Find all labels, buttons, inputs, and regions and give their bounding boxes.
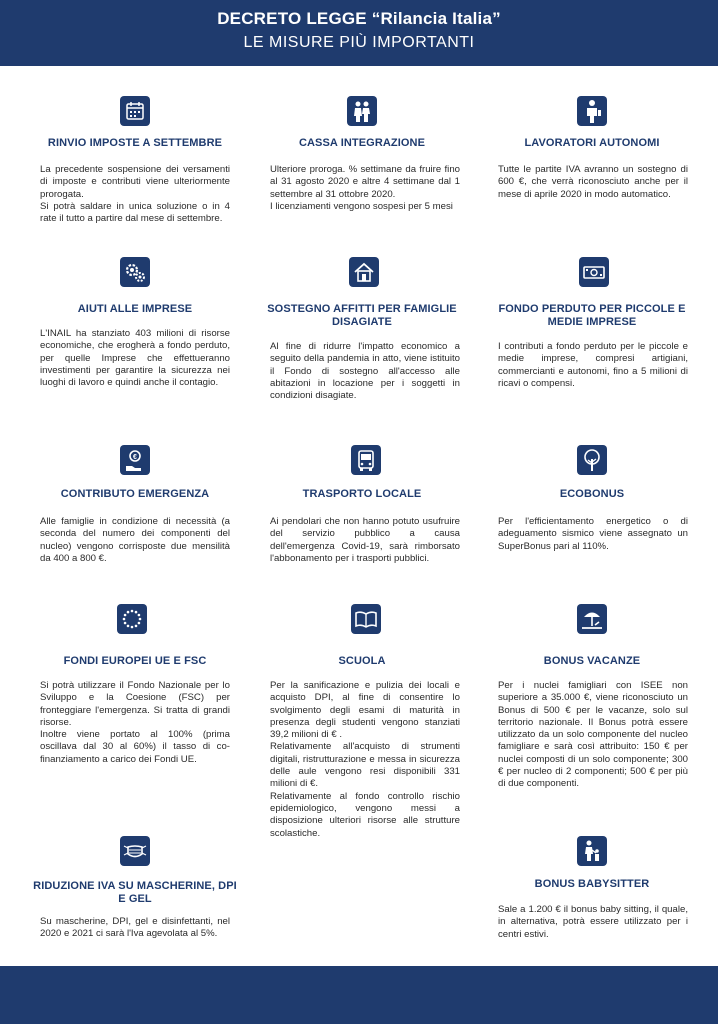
page-title: DECRETO LEGGE “Rilancia Italia”: [217, 9, 501, 28]
tree-icon: [577, 445, 607, 475]
card-text-bonus-vacanze: Per i nuclei famigliari con ISEE non superiore a 35.000 €, viene riconosciuto un Bonus di 500 € per le vacanze, solo sul territorio nazionale. Il Bonus potrà essere utilizzato da un solo componente del nucleo famigliare e sarà così attribuito: 150 € per nuclei composti di un solo componente; 300 € per nucleo di 2 componenti; 500 € per più di due componenti.: [498, 680, 688, 790]
card-title-ecobonus: ECOBONUS: [559, 488, 625, 500]
card-title-fondo-perduto: FONDO PERDUTO PER PICCOLE E MEDIE IMPRESE: [498, 303, 686, 328]
card-title-riduzione-iva: RIDUZIONE IVA SU MASCHERINE, DPI E GEL: [33, 880, 237, 905]
svg-text:€: €: [133, 454, 137, 461]
card-text-fondo-perduto: I contributi a fondo perduto per le piccole e medie imprese, compresi artigiani, commercianti e autonomi, fino a 5 milioni di ricavi o compensi.: [498, 341, 688, 389]
card-title-lavoratori-autonomi: LAVORATORI AUTONOMI: [524, 137, 660, 149]
family-icon: [347, 96, 377, 126]
calendar-icon: [120, 96, 150, 126]
book-icon: [351, 604, 381, 634]
worker-icon: [577, 96, 607, 126]
card-title-bonus-vacanze: BONUS VACANZE: [543, 655, 641, 667]
card-text-sostegno-affitti: Al fine di ridurre l'impatto economico a seguito della pandemia in atto, viene istituito il Fondo di sostegno all'accesso alle abitazioni in locazione per i soggetti in condizioni disagiate.: [270, 341, 460, 402]
card-text-fondi-europei: Si potrà utilizzare il Fondo Nazionale per lo Sviluppo e la Coesione (FSC) per fronteggiare l'emergenza. Si tratta di grandi risorse. Inoltre viene portato al 100% (prima oscillava dal 30 al 60%) il tasso di co-finanziamento a carico dei Fondi UE.: [40, 680, 230, 765]
card-title-contributo-emergenza: CONTRIBUTO EMERGENZA: [60, 488, 210, 500]
card-text-riduzione-iva: Su mascherine, DPI, gel e disinfettanti, nel 2020 e 2021 ci sarà l'Iva agevolata al 5%.: [40, 916, 230, 940]
card-text-cassa-integrazione: Ulteriore proroga. % settimane da fruire fino al 31 agosto 2020 e altre 4 settimane dal 1 settembre al 31 ottobre 2020. I licenziamenti vengono sospesi per 5 mesi: [270, 164, 460, 212]
babysitter-icon: [577, 836, 607, 866]
banknote-icon: [579, 257, 609, 287]
card-title-trasporto-locale: TRASPORTO LOCALE: [302, 488, 422, 500]
card-title-cassa-integrazione: CASSA INTEGRAZIONE: [298, 137, 426, 149]
beach-umbrella-icon: [577, 604, 607, 634]
house-icon: [349, 257, 379, 287]
page-subtitle: LE MISURE PIÙ IMPORTANTI: [243, 34, 475, 51]
card-text-lavoratori-autonomi: Tutte le partite IVA avranno un sostegno di 600 €, che verrà riconosciuto anche per il mese di aprile 2020 in modo automatico.: [498, 164, 688, 200]
eu-flag-icon: [117, 604, 147, 634]
bus-icon: [351, 445, 381, 475]
card-text-trasporto-locale: Ai pendolari che non hanno potuto usufruire del servizio pubblico a causa dell'emergenza Covid-19, sarà rimborsato l'abbonamento per i trasporti pubblici.: [270, 516, 460, 564]
card-title-sostegno-affitti: SOSTEGNO AFFITTI PER FAMIGLIE DISAGIATE: [267, 303, 457, 328]
card-title-rinvio-imposte: RINVIO IMPOSTE A SETTEMBRE: [47, 137, 223, 149]
page-footer: [0, 966, 718, 1024]
card-text-aiuti-imprese: L'INAIL ha stanziato 403 milioni di risorse economiche, che erogherà a fondo perduto, per quelle Imprese che effettueranno investimenti per garantire la sicurezza nei luoghi di lavoro e quindi anche il contagio.: [40, 328, 230, 389]
card-title-bonus-babysitter: BONUS BABYSITTER: [534, 878, 650, 890]
page-header: [0, 0, 718, 66]
card-title-scuola: SCUOLA: [338, 655, 386, 667]
gears-icon: [120, 257, 150, 287]
coin-hand-icon: [120, 445, 150, 475]
card-text-rinvio-imposte: La precedente sospensione dei versamenti di imposte e contributi viene ulteriormente prorogata. Si potrà saldare in unica soluzione o in 4 rate il tutto a partire dal mese di settembre.: [40, 164, 230, 225]
card-text-ecobonus: Per l'efficientamento energetico o di adeguamento sismico viene assegnato un SuperBonus pari al 110%.: [498, 516, 688, 552]
card-text-bonus-babysitter: Sale a 1.200 € il bonus baby sitting, il quale, in alternativa, potrà essere utilizzato per i centri estivi.: [498, 904, 688, 940]
face-mask-icon: [120, 836, 150, 866]
card-title-fondi-europei: FONDI EUROPEI UE E FSC: [63, 655, 207, 667]
card-text-scuola: Per la sanificazione e pulizia dei locali e acquisto DPI, al fine di consentire lo svolgimento degli esami di maturità in presenza degli studenti vengono stanziati 39,2 milioni di € . Relativamente all'acquisto di strumenti digitali, ristrutturazione e messa in sicurezza delle aule vengono resi disponibili 331 milioni di €. Relativamente al fondo controllo rischio epidemiologico, vengono messi a disposizione ulteriori risorse alle strutture scolastiche.: [270, 680, 460, 839]
card-text-contributo-emergenza: Alle famiglie in condizione di necessità (a seconda del numero dei componenti del nucleo) vengono corrisposte due mensilità da 400 a 800 €.: [40, 516, 230, 564]
card-title-aiuti-imprese: AIUTI ALLE IMPRESE: [77, 303, 193, 315]
